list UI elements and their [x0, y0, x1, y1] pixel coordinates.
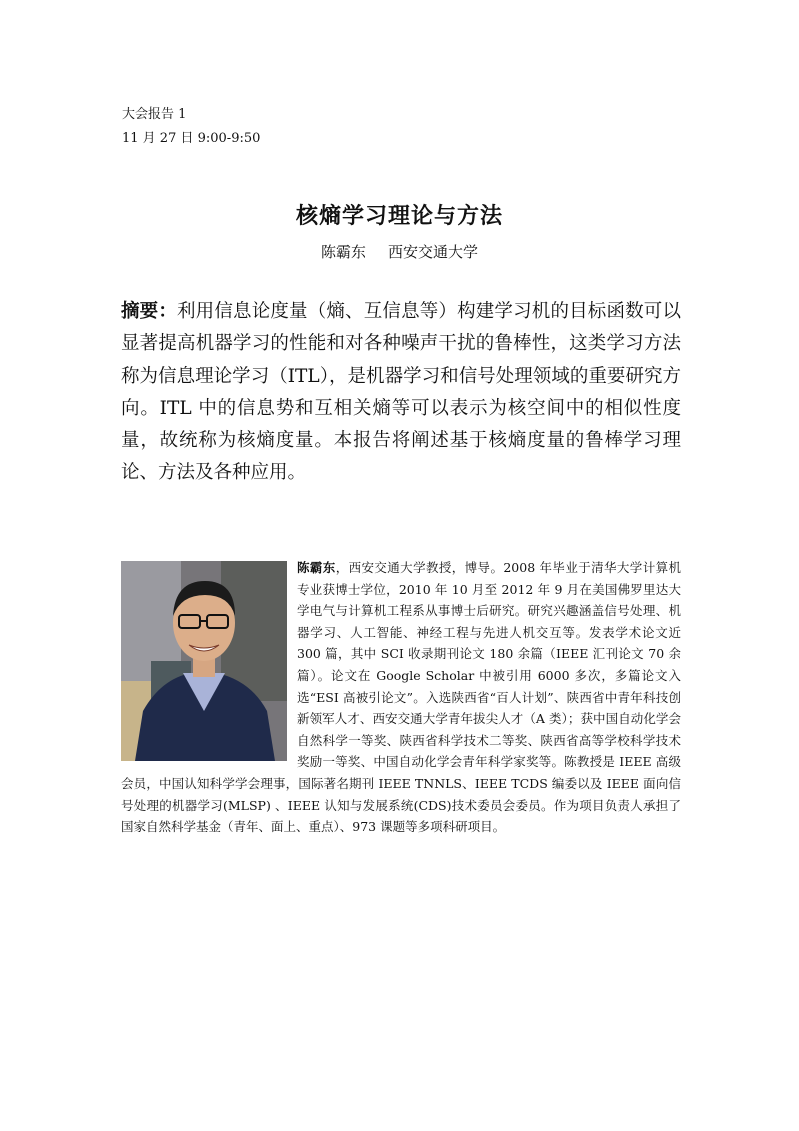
speaker-photo	[121, 561, 287, 761]
session-info	[122, 103, 260, 151]
abstract-text: 利用信息论度量（熵、互信息等）构建学习机的目标函数可以显著提高机器学习的性能和对各种噪声干扰的鲁棒性，这类学习方法称为信息理论学习（ITL），是机器学习和信号处理领域的重要研究方向。ITL 中的信息势和互相关熵等可以表示为核空间中的相似性度量，故统称为核熵度量。本报告将阐述基于核熵度量的鲁棒学习理论、方法及各种应用。	[121, 301, 681, 484]
speaker-photo-image	[121, 561, 287, 761]
speaker-bio	[121, 557, 681, 838]
speaker-affiliation: 西安交通大学	[388, 243, 479, 261]
speaker-line	[0, 241, 799, 262]
session-label: 大会报告 1	[122, 107, 187, 122]
abstract	[121, 296, 681, 490]
bio-text: ，西安交通大学教授，博导。2008 年毕业于清华大学计算机专业获博士学位，2010 年 10 月至 2012 年 9 月在美国佛罗里达大学电气与计算机工程系从事博士后研究。研究兴趣涵盖信号处理、机器学习、人工智能、神经工程与先进人机交互等。发表学术论文近 300 篇，其中 SCI 收录期刊论文 180 余篇（IEEE 汇刊论文 70 余篇）。论文在 Google Scholar 中被引用 6000 多次，多篇论文入选“ESI 高被引论文”。入选陕西省“百人计划”、陕西省中青年科技创新领军人才、西安交通大学青年拔尖人才（A 类）；获中国自动化学会自然科学一等奖、陕西省科学技术二等奖、陕西省高等学校科学技术奖励一等奖、中国自动化学会青年科学家奖等。陈教授是 IEEE 高级会员，中国认知科学学会理事，国际著名期刊 IEEE TNNLS、IEEE TCDS 编委以及 IEEE 面向信号处理的机器学习(MLSP) 、IEEE 认知与发展系统(CDS)技术委员会委员。作为项目负责人承担了国家自然科学基金（青年、面上、重点）、973 课题等多项科研项目。	[121, 560, 681, 835]
bio-name: 陈霸东	[297, 560, 336, 575]
abstract-label: 摘要：	[121, 301, 178, 322]
speaker-name: 陈霸东	[320, 243, 366, 261]
talk-title: 核熵学习理论与方法	[295, 203, 503, 229]
session-time: 11 月 27 日 9:00-9:50	[122, 131, 261, 146]
